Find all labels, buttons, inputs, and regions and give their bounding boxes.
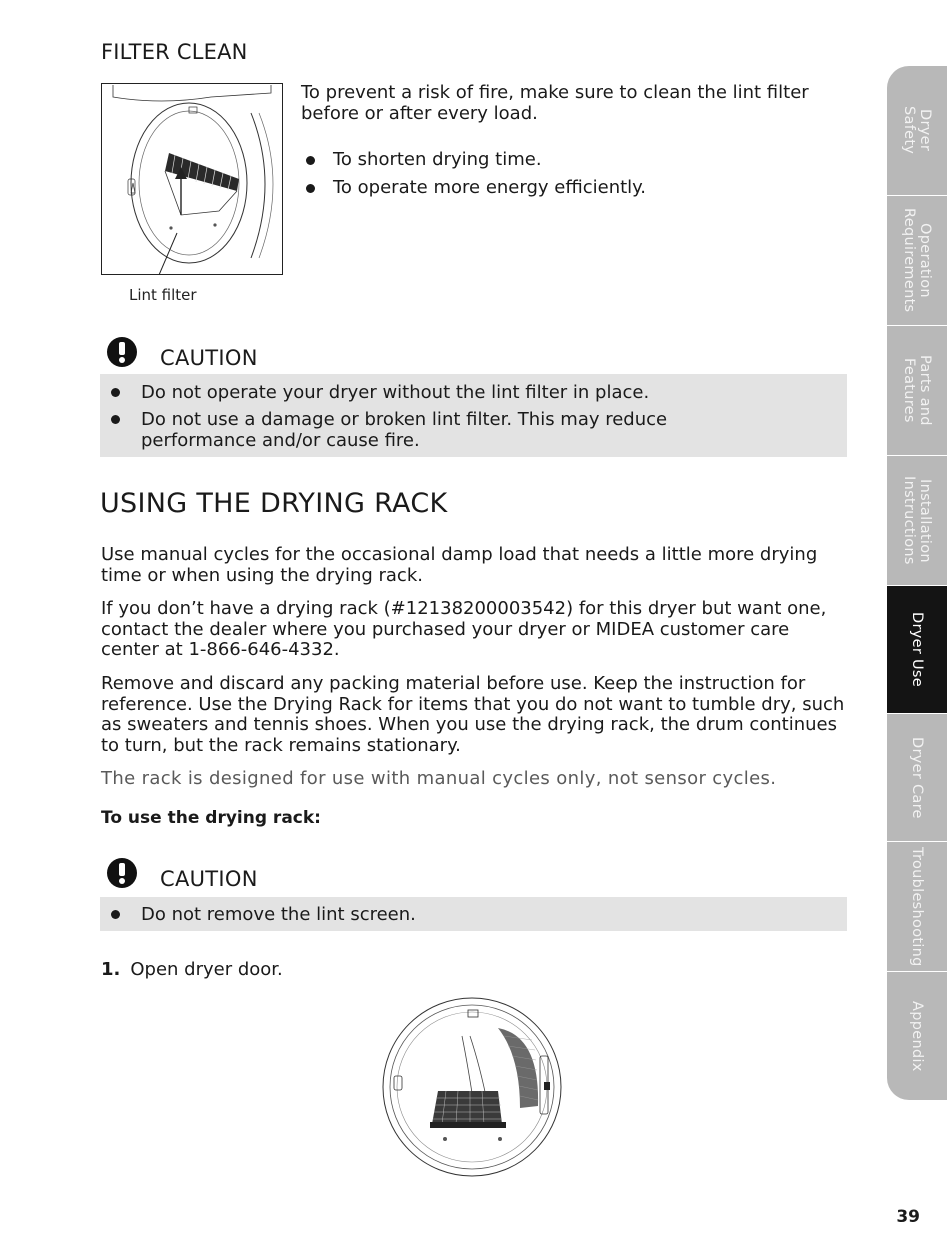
rack-note: The rack is designed for use with manual cycles only, not sensor cycles. xyxy=(101,768,777,789)
list-item: Do not remove the lint screen. xyxy=(100,904,847,925)
step-number: 1. xyxy=(101,959,121,980)
rack-paragraph: If you don’t have a drying rack (#12138200003542) for this dryer but want one, contact the dealer where you purchased your dryer or MIDEA customer care center at 1-866-646-4332. xyxy=(101,598,827,660)
caution-icon xyxy=(106,857,138,889)
filter-benefits-list xyxy=(301,148,646,204)
list-item: To shorten drying time. xyxy=(301,148,646,176)
tab-installation-instructions[interactable]: Installation Instructions xyxy=(887,456,947,586)
drying-rack-heading: USING THE DRYING RACK xyxy=(100,488,448,519)
rack-subheading: To use the drying rack: xyxy=(101,808,321,828)
step-item xyxy=(101,959,283,980)
tab-appendix[interactable]: Appendix xyxy=(909,1000,925,1072)
rack-paragraph: Remove and discard any packing material before use. Keep the instruction for reference. Use the Drying Rack for items that you do not want to tumble dry, such as sweaters and tennis shoes. When you use the drying rack, the drum continues to turn, but the rack remains stationary. xyxy=(101,673,845,756)
caution-icon xyxy=(106,336,138,368)
list-item: To operate more energy efficiently. xyxy=(301,176,646,204)
filter-clean-heading: FILTER CLEAN xyxy=(101,40,248,64)
section-tabs xyxy=(887,66,947,1100)
tab-operation-requirements[interactable]: Operation Requirements xyxy=(887,196,947,326)
page-number: 39 xyxy=(896,1207,920,1227)
list-item: Do not operate your dryer without the lint filter in place. xyxy=(100,382,847,403)
rack-paragraph: Use manual cycles for the occasional damp load that needs a little more drying time or when using the drying rack. xyxy=(101,544,818,586)
list-item: Do not use a damage or broken lint filter. This may reduce performance and/or cause fire. xyxy=(100,409,847,451)
caution-box xyxy=(100,897,847,931)
lint-filter-illustration xyxy=(101,83,283,275)
tab-dryer-safety[interactable]: Dryer Safety xyxy=(887,66,947,196)
caution-box xyxy=(100,374,847,457)
lint-filter-label: Lint filter xyxy=(129,286,197,304)
tab-dryer-care[interactable]: Dryer Care xyxy=(887,714,947,842)
tab-parts-and-features[interactable]: Parts and Features xyxy=(887,326,947,456)
filter-intro-text: To prevent a risk of fire, make sure to clean the lint filter before or after every load. xyxy=(301,82,809,124)
dryer-drum-rack-illustration xyxy=(380,996,565,1178)
tab-troubleshooting[interactable]: Troubleshooting xyxy=(887,842,947,972)
step-text: Open dryer door. xyxy=(130,959,283,980)
caution-title: CAUTION xyxy=(160,346,258,370)
caution-title: CAUTION xyxy=(160,867,258,891)
tab-dryer-use[interactable]: Dryer Use xyxy=(887,586,947,714)
